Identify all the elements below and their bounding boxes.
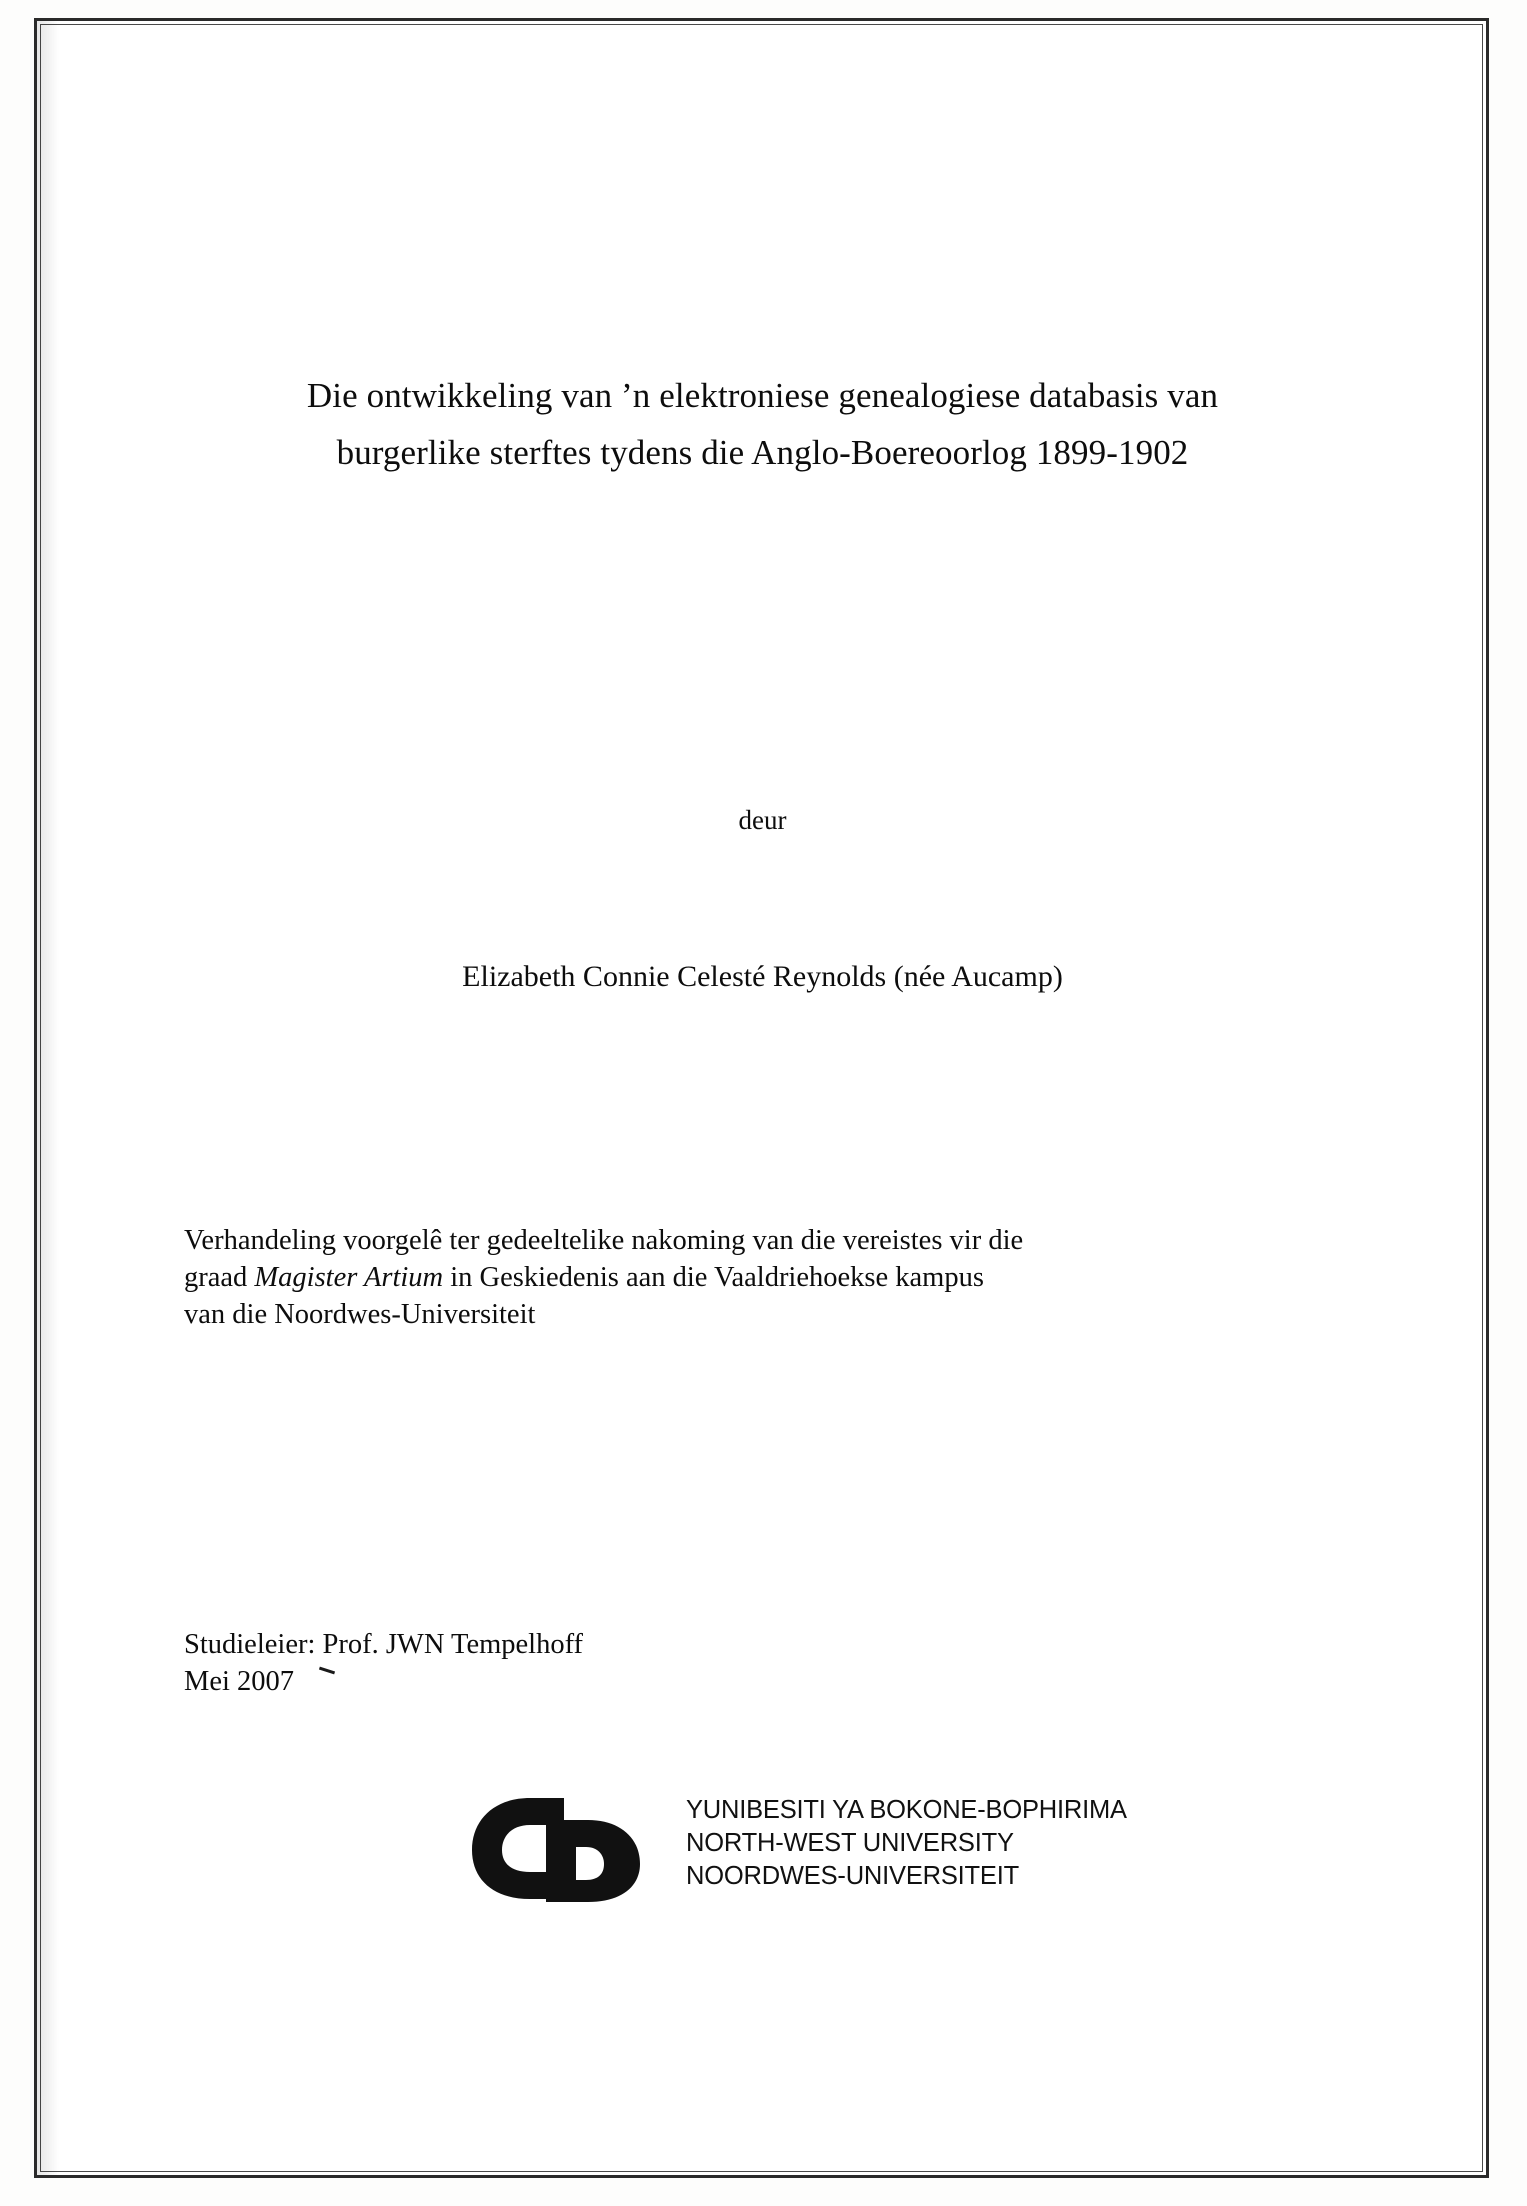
degree-statement-line-1: Verhandeling voorgelê ter gedeeltelike nakoming van die vereistes vir die — [184, 1225, 1024, 1256]
date-line: Mei 2007 — [184, 1663, 583, 1700]
degree-statement-line-2-before: graad — [184, 1262, 255, 1294]
degree-statement-line-2 — [184, 1259, 1309, 1296]
supervisor-line: Studieleier: Prof. JWN Tempelhoff — [184, 1629, 584, 1660]
title-line-1: Die ontwikkeling van ’n elektroniese genealogiese databasis van — [306, 376, 1219, 415]
logo-line-2: NORTH-WEST UNIVERSITY — [686, 1829, 1014, 1858]
university-logo-text — [686, 1794, 1127, 1893]
page-content — [150, 0, 1370, 2206]
title-line-2: burgerlike sterftes tydens die Anglo-Boereoorlog 1899-1902 — [336, 432, 1189, 472]
degree-statement-line-2-after: in Geskiedenis aan die Vaaldriehoekse kampus — [443, 1262, 984, 1294]
byline-label: deur — [738, 805, 787, 835]
logo-line-1: YUNIBESITI YA BOKONE-BOPHIRIMA — [686, 1796, 1127, 1824]
degree-statement — [184, 1222, 1309, 1333]
page-title — [180, 368, 1345, 481]
degree-statement-line-3: van die Noordwes-Universiteit — [184, 1299, 536, 1331]
university-logo-block — [468, 1790, 1228, 1910]
supervisor-block — [184, 1626, 583, 1700]
logo-line-3: NOORDWES-UNIVERSITEIT — [686, 1862, 1019, 1891]
north-west-university-logo-icon — [468, 1794, 668, 1902]
degree-name: Magister Artium — [254, 1262, 444, 1294]
author-name: Elizabeth Connie Celesté Reynolds (née Aucamp) — [462, 960, 1063, 993]
